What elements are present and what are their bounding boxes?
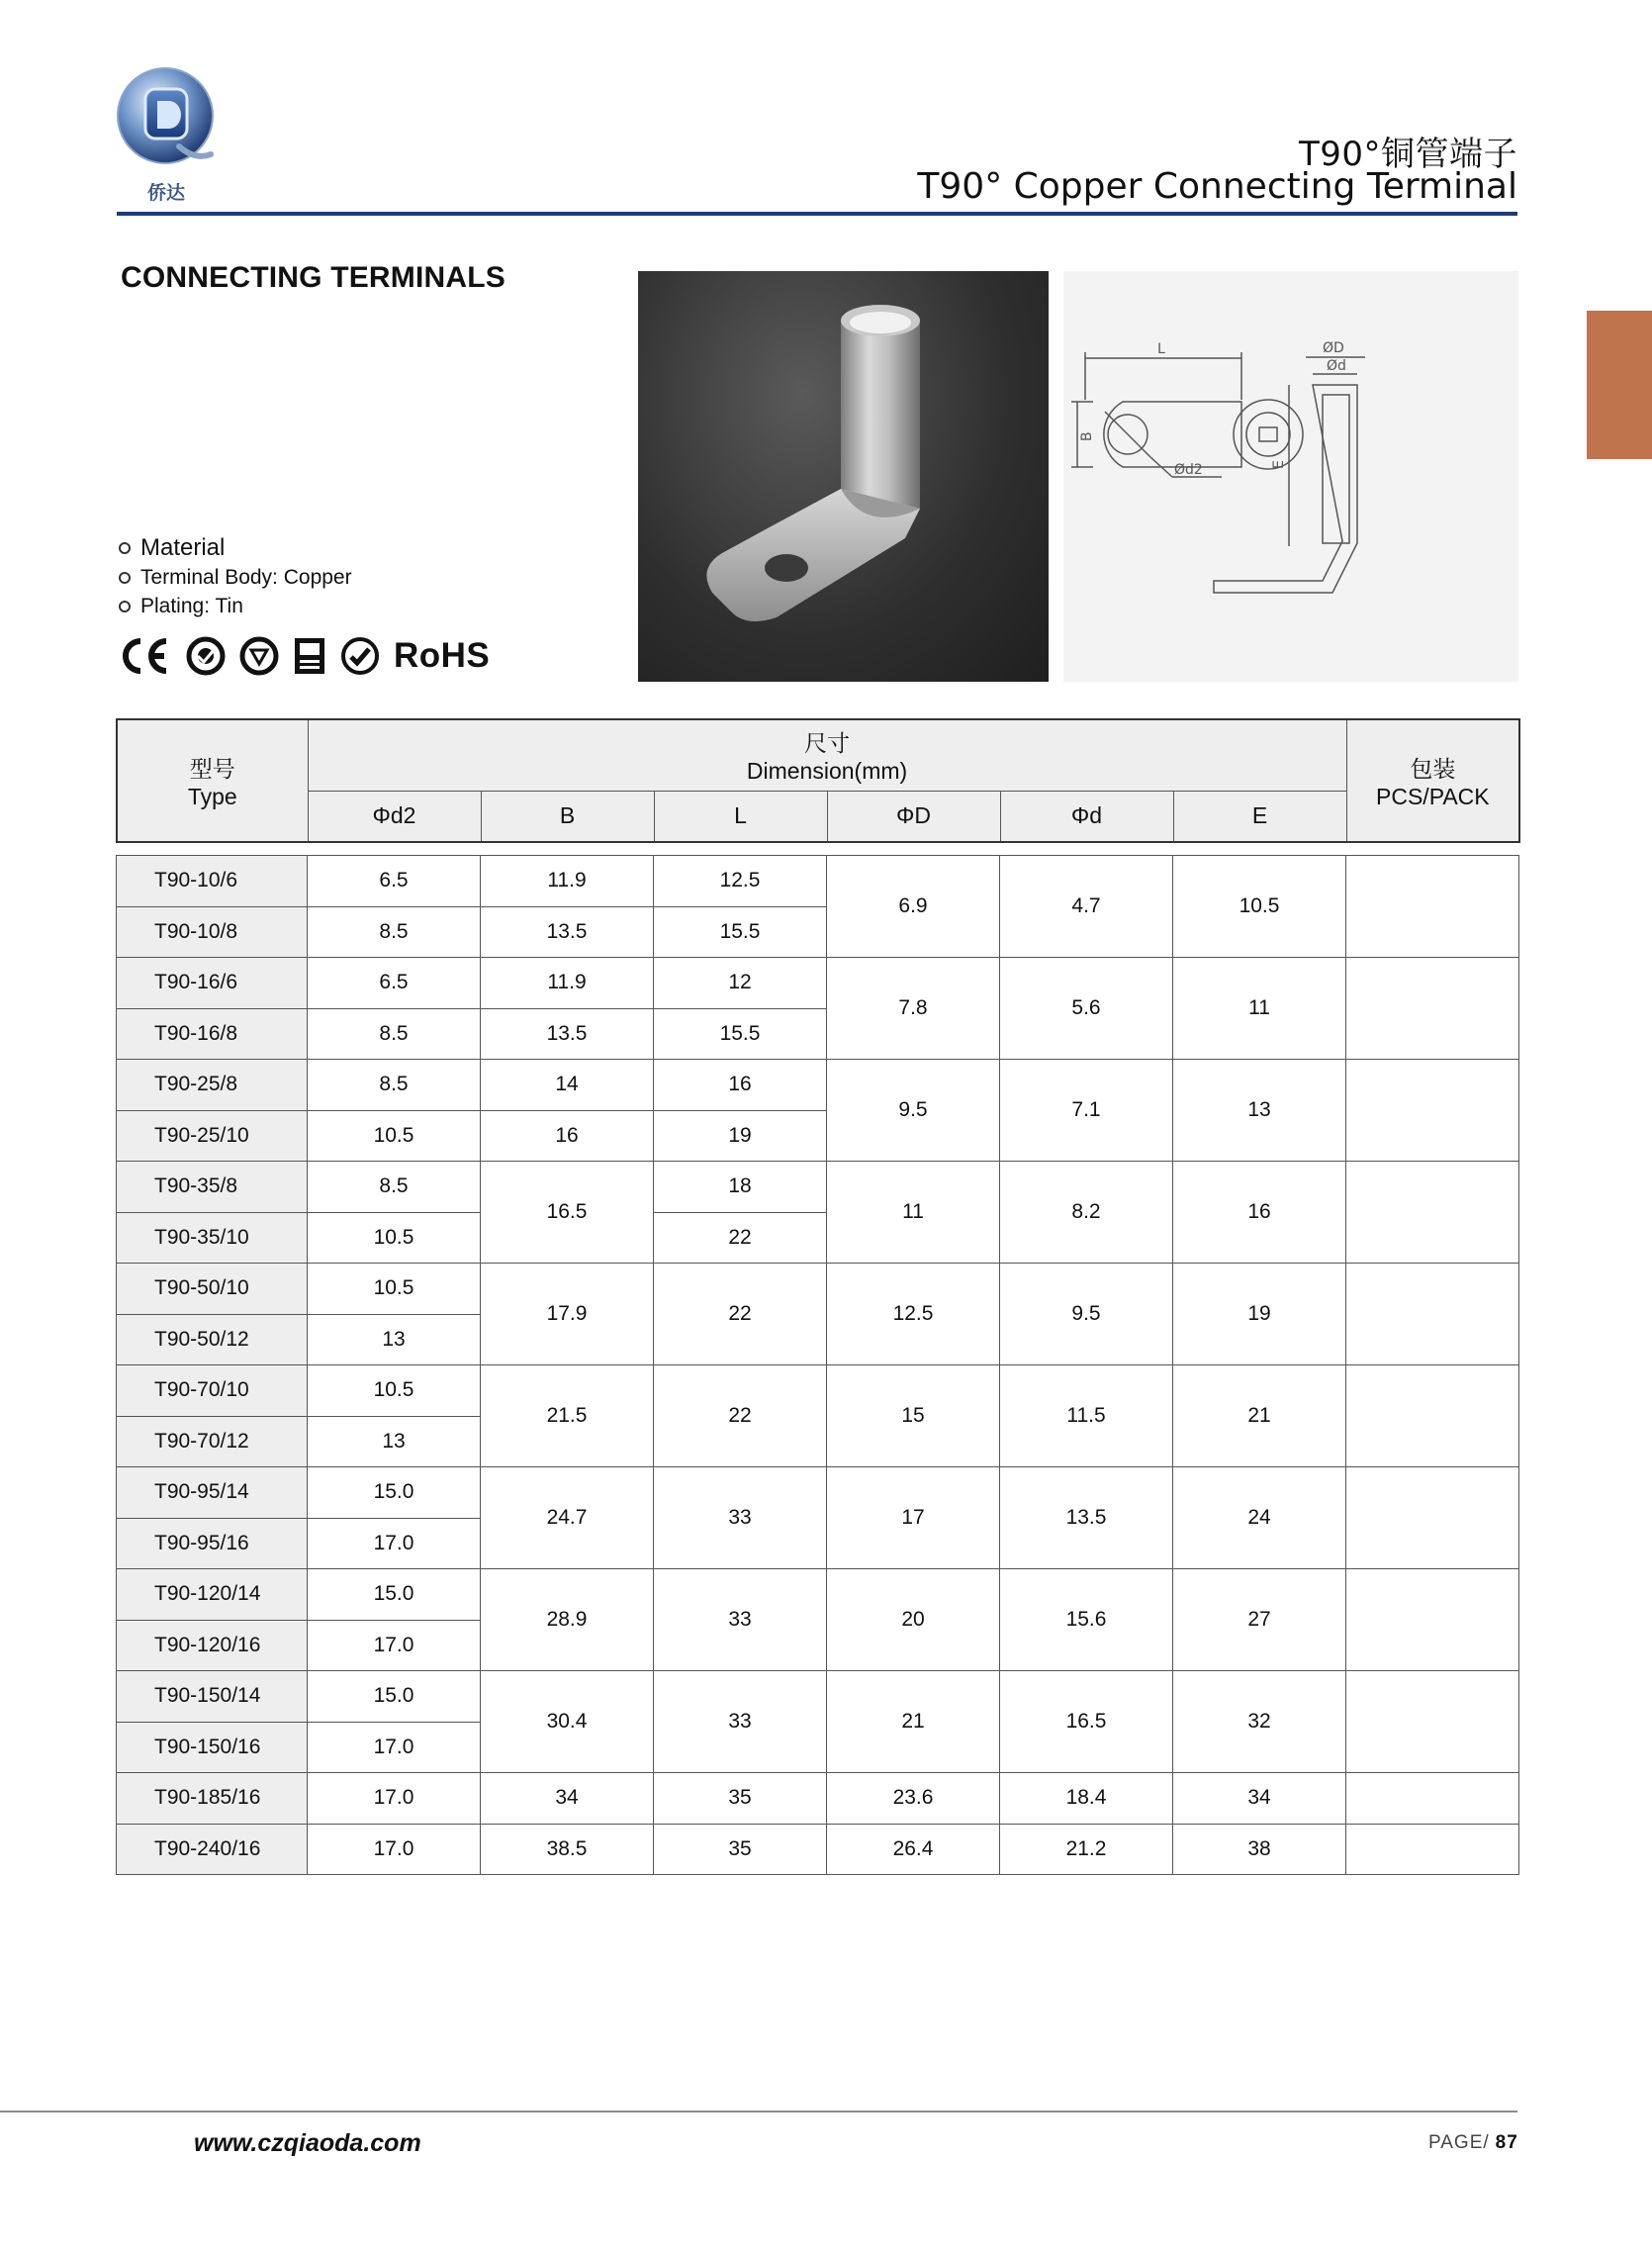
header-col-d: Φd: [1000, 791, 1173, 842]
dim-e-label: E: [1271, 460, 1287, 469]
footer-divider: [0, 2111, 1517, 2112]
table-row: [117, 1060, 1519, 1111]
header-divider: [117, 212, 1517, 216]
table-row: [117, 1824, 1519, 1875]
cell-d2: 10.5: [308, 1212, 481, 1264]
cell-b: 11.9: [481, 958, 654, 1009]
ccc-mark-icon: [186, 636, 226, 676]
cell-D: 26.4: [827, 1824, 1000, 1875]
dim-D-label: ØD: [1323, 340, 1344, 356]
dim-d-label: Ød: [1327, 358, 1346, 374]
cell-e: 16: [1173, 1162, 1346, 1264]
header-col-d2: Φd2: [308, 791, 481, 842]
page-indicator: [1428, 2132, 1518, 2154]
ce-mark-icon: [117, 636, 172, 676]
logo-text: 侨达: [147, 182, 186, 204]
cell-type: T90-95/14: [117, 1467, 308, 1519]
cell-D: 6.9: [827, 856, 1000, 958]
table-row: [117, 1162, 1519, 1213]
cell-d2: 10.5: [308, 1264, 481, 1315]
cell-l: 12: [654, 958, 827, 1009]
header-col-l: L: [654, 791, 827, 842]
cell-e: 24: [1173, 1467, 1346, 1569]
header-dimension-cn: 尺寸: [804, 731, 851, 758]
bullet-icon: [119, 601, 131, 612]
cell-D: 12.5: [827, 1264, 1000, 1365]
page-title: T90° Copper Connecting Terminal: [917, 166, 1517, 207]
cell-l: 35: [654, 1824, 827, 1875]
cell-type: T90-70/12: [117, 1416, 308, 1467]
bullet-icon: [119, 542, 131, 554]
cell-type: T90-16/8: [117, 1008, 308, 1060]
cell-D: 9.5: [827, 1060, 1000, 1162]
cell-pack: [1346, 1162, 1519, 1264]
cell-type: T90-240/16: [117, 1824, 308, 1875]
cell-l: 33: [654, 1569, 827, 1671]
cell-l: 18: [654, 1162, 827, 1213]
cell-type: T90-10/8: [117, 906, 308, 958]
cell-type: T90-10/6: [117, 856, 308, 907]
dim-l-label: L: [1157, 341, 1165, 357]
cell-type: T90-150/14: [117, 1671, 308, 1723]
cell-type: T90-50/12: [117, 1314, 308, 1365]
cell-l: 33: [654, 1671, 827, 1773]
cell-b: 34: [481, 1773, 654, 1825]
cell-pack: [1346, 1365, 1519, 1467]
cell-l: 15.5: [654, 906, 827, 958]
cell-pack: [1346, 1773, 1519, 1825]
cell-e: 32: [1173, 1671, 1346, 1773]
table-row: [117, 1569, 1519, 1621]
cell-type: T90-70/10: [117, 1365, 308, 1417]
cell-d2: 10.5: [308, 1365, 481, 1417]
cell-pack: [1346, 1060, 1519, 1162]
cell-d2: 8.5: [308, 906, 481, 958]
certification-row: [117, 636, 490, 676]
header-dimension: [308, 719, 1346, 791]
cell-d: 7.1: [1000, 1060, 1173, 1162]
cell-d2: 8.5: [308, 1060, 481, 1111]
body-label: Terminal Body: Copper: [140, 566, 352, 589]
cell-d2: 8.5: [308, 1008, 481, 1060]
cell-b: 21.5: [481, 1365, 654, 1467]
cell-e: 38: [1173, 1824, 1346, 1875]
cell-d2: 13: [308, 1314, 481, 1365]
page-label: PAGE/: [1428, 2132, 1490, 2153]
table-row: [117, 1467, 1519, 1519]
header-col-e: E: [1173, 791, 1346, 842]
cell-b: 13.5: [481, 1008, 654, 1060]
cell-d: 8.2: [1000, 1162, 1173, 1264]
cell-pack: [1346, 1467, 1519, 1569]
cell-d: 16.5: [1000, 1671, 1173, 1773]
cell-b: 38.5: [481, 1824, 654, 1875]
cell-type: T90-50/10: [117, 1264, 308, 1315]
cell-d2: 17.0: [308, 1722, 481, 1773]
header-pack-cn: 包装: [1410, 757, 1456, 783]
cell-l: 15.5: [654, 1008, 827, 1060]
cell-b: 11.9: [481, 856, 654, 907]
cell-d2: 17.0: [308, 1824, 481, 1875]
cell-type: T90-16/6: [117, 958, 308, 1009]
cell-type: T90-120/14: [117, 1569, 308, 1621]
cell-l: 16: [654, 1060, 827, 1111]
cell-d2: 15.0: [308, 1569, 481, 1621]
cell-type: T90-95/16: [117, 1518, 308, 1569]
cell-type: T90-25/8: [117, 1060, 308, 1111]
cell-pack: [1346, 958, 1519, 1060]
section-heading: CONNECTING TERMINALS: [121, 261, 505, 294]
table-header: [116, 718, 1520, 843]
cell-D: 23.6: [827, 1773, 1000, 1825]
table-row: [117, 958, 1519, 1009]
iso-mark-icon: [293, 636, 326, 676]
material-item: [119, 534, 225, 562]
cell-l: 35: [654, 1773, 827, 1825]
cell-e: 19: [1173, 1264, 1346, 1365]
cell-d2: 6.5: [308, 856, 481, 907]
dim-d2-label: Ød2: [1174, 462, 1203, 478]
cell-l: 22: [654, 1212, 827, 1264]
cell-b: 24.7: [481, 1467, 654, 1569]
header-pack: [1346, 719, 1519, 842]
quality-mark-icon: [239, 636, 279, 676]
cell-l: 22: [654, 1264, 827, 1365]
cell-d2: 15.0: [308, 1671, 481, 1723]
cell-pack: [1346, 1264, 1519, 1365]
cell-d: 15.6: [1000, 1569, 1173, 1671]
header-type-en: Type: [187, 784, 237, 809]
cell-l: 19: [654, 1110, 827, 1162]
cell-l: 12.5: [654, 856, 827, 907]
cell-l: 22: [654, 1365, 827, 1467]
specification-table: [116, 718, 1518, 1875]
product-photo: [638, 271, 1049, 682]
cell-d: 4.7: [1000, 856, 1173, 958]
cell-type: T90-150/16: [117, 1722, 308, 1773]
cell-d: 11.5: [1000, 1365, 1173, 1467]
cell-pack: [1346, 1671, 1519, 1773]
body-item: [119, 566, 352, 590]
cell-pack: [1346, 1569, 1519, 1671]
table-row: [117, 1264, 1519, 1315]
header-col-b: B: [481, 791, 654, 842]
website-link[interactable]: www.czqiaoda.com: [194, 2129, 421, 2157]
plating-item: [119, 595, 243, 618]
cell-b: 14: [481, 1060, 654, 1111]
cell-d: 13.5: [1000, 1467, 1173, 1569]
cell-e: 21: [1173, 1365, 1346, 1467]
cell-d2: 15.0: [308, 1467, 481, 1519]
cell-d2: 13: [308, 1416, 481, 1467]
cell-d: 21.2: [1000, 1824, 1173, 1875]
table-row: [117, 856, 1519, 907]
cell-D: 21: [827, 1671, 1000, 1773]
cell-pack: [1346, 1824, 1519, 1875]
cell-d2: 17.0: [308, 1773, 481, 1825]
cell-e: 34: [1173, 1773, 1346, 1825]
cell-d: 18.4: [1000, 1773, 1173, 1825]
cell-d2: 6.5: [308, 958, 481, 1009]
page-title-chinese: T90°铜管端子: [1298, 135, 1517, 174]
cell-type: T90-25/10: [117, 1110, 308, 1162]
header-col-D: ΦD: [827, 791, 1000, 842]
cell-e: 13: [1173, 1060, 1346, 1162]
cell-b: 28.9: [481, 1569, 654, 1671]
dim-b-label: B: [1079, 431, 1095, 441]
header-type-cn: 型号: [189, 757, 235, 783]
company-logo: [114, 61, 223, 205]
cell-d2: 17.0: [308, 1620, 481, 1671]
dimension-drawing: [1063, 271, 1518, 682]
cell-d: 5.6: [1000, 958, 1173, 1060]
cell-D: 11: [827, 1162, 1000, 1264]
cell-e: 10.5: [1173, 856, 1346, 958]
cell-type: T90-120/16: [117, 1620, 308, 1671]
table-row: [117, 1365, 1519, 1417]
sgs-mark-icon: [340, 636, 380, 676]
table-row: [117, 1773, 1519, 1825]
cell-type: T90-185/16: [117, 1773, 308, 1825]
cell-b: 17.9: [481, 1264, 654, 1365]
cell-b: 30.4: [481, 1671, 654, 1773]
cell-b: 16.5: [481, 1162, 654, 1264]
page-number: 87: [1495, 2132, 1518, 2153]
cell-l: 33: [654, 1467, 827, 1569]
material-label: Material: [140, 534, 226, 561]
cell-b: 13.5: [481, 906, 654, 958]
plating-label: Plating: Tin: [140, 595, 243, 617]
cell-d2: 17.0: [308, 1518, 481, 1569]
cell-D: 15: [827, 1365, 1000, 1467]
table-body: [116, 855, 1519, 1875]
cell-d2: 10.5: [308, 1110, 481, 1162]
cell-type: T90-35/8: [117, 1162, 308, 1213]
cell-b: 16: [481, 1110, 654, 1162]
header-type: [117, 719, 308, 842]
cell-e: 27: [1173, 1569, 1346, 1671]
rohs-mark: RoHS: [394, 636, 491, 675]
cell-e: 11: [1173, 958, 1346, 1060]
cell-d2: 8.5: [308, 1162, 481, 1213]
cell-type: T90-35/10: [117, 1212, 308, 1264]
cell-D: 7.8: [827, 958, 1000, 1060]
cell-D: 20: [827, 1569, 1000, 1671]
cell-pack: [1346, 856, 1519, 958]
table-row: [117, 1671, 1519, 1723]
cell-D: 17: [827, 1467, 1000, 1569]
section-side-tab: [1587, 311, 1652, 459]
bullet-icon: [119, 572, 131, 584]
header-dimension-en: Dimension(mm): [746, 758, 908, 785]
cell-d: 9.5: [1000, 1264, 1173, 1365]
header-pack-en: PCS/PACK: [1376, 784, 1490, 809]
